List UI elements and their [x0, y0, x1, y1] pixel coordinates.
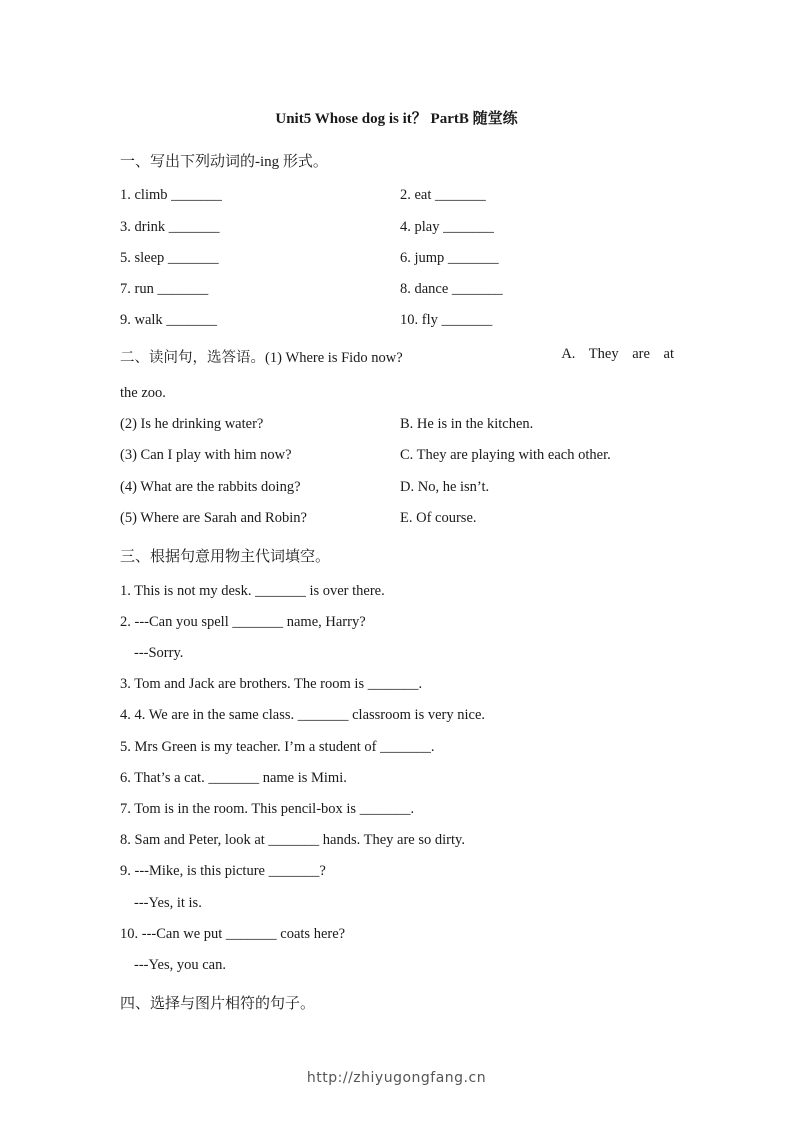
verb-item: 8. dance _______: [400, 281, 503, 297]
pronoun-line: 2. ---Can you spell _______ name, Harry?: [120, 614, 366, 630]
section4-heading: 四、选择与图片相符的句子。: [120, 996, 316, 1012]
section1-heading: 一、写出下列动词的-ing 形式。: [120, 154, 328, 170]
pronoun-line: 10. ---Can we put _______ coats here?: [120, 926, 346, 942]
section2-heading: 二、读问句，选答语。(1) Where is Fido now?: [120, 350, 403, 366]
pronoun-line: 5. Mrs Green is my teacher. I’m a student of _______.: [120, 739, 435, 755]
pronoun-line: 4. 4. We are in the same class. _______ classroom is very nice.: [120, 707, 485, 723]
worksheet-title: Unit5 Whose dog is it？ PartB 随堂练: [275, 111, 518, 127]
verb-item: 9. walk _______: [120, 312, 218, 328]
verb-item: 7. run _______: [120, 281, 209, 297]
question-item: (3) Can I play with him now?: [120, 447, 292, 463]
pronoun-line: 6. That’s a cat. _______ name is Mimi.: [120, 770, 347, 786]
answer-item: E. Of course.: [400, 510, 477, 526]
verb-item: 1. climb _______: [120, 187, 222, 203]
verb-item: 5. sleep _______: [120, 250, 219, 266]
pronoun-line: 7. Tom is in the room. This pencil-box is _______.: [120, 801, 415, 817]
section2-heading-row: [120, 346, 674, 367]
pronoun-line: ---Yes, you can.: [134, 957, 226, 973]
verb-item: 3. drink _______: [120, 219, 220, 235]
section3-heading: 三、根据句意用物主代词填空。: [120, 549, 331, 565]
verb-item: 10. fly _______: [400, 312, 493, 328]
answer-item: B. He is in the kitchen.: [400, 416, 534, 432]
verb-item: 2. eat _______: [400, 187, 486, 203]
pronoun-line: ---Yes, it is.: [134, 895, 202, 911]
question-item: (4) What are the rabbits doing?: [120, 479, 301, 495]
pronoun-line: 9. ---Mike, is this picture _______?: [120, 863, 326, 879]
answer-a-continued: the zoo.: [120, 385, 166, 401]
pronoun-line: ---Sorry.: [134, 645, 184, 661]
question-item: (2) Is he drinking water?: [120, 416, 264, 432]
pronoun-line: 1. This is not my desk. _______ is over there.: [120, 583, 385, 599]
answer-a: A. They are at: [561, 346, 674, 362]
pronoun-line: 8. Sam and Peter, look at _______ hands. They are so dirty.: [120, 832, 465, 848]
answer-item: D. No, he isn’t.: [400, 479, 490, 495]
answer-item: C. They are playing with each other.: [400, 447, 611, 463]
footer-url: http://zhiyugongfang.cn: [306, 1070, 487, 1086]
question-item: (5) Where are Sarah and Robin?: [120, 510, 307, 526]
pronoun-line: 3. Tom and Jack are brothers. The room is _______.: [120, 676, 423, 692]
verb-item: 6. jump _______: [400, 250, 499, 266]
verb-item: 4. play _______: [400, 219, 494, 235]
